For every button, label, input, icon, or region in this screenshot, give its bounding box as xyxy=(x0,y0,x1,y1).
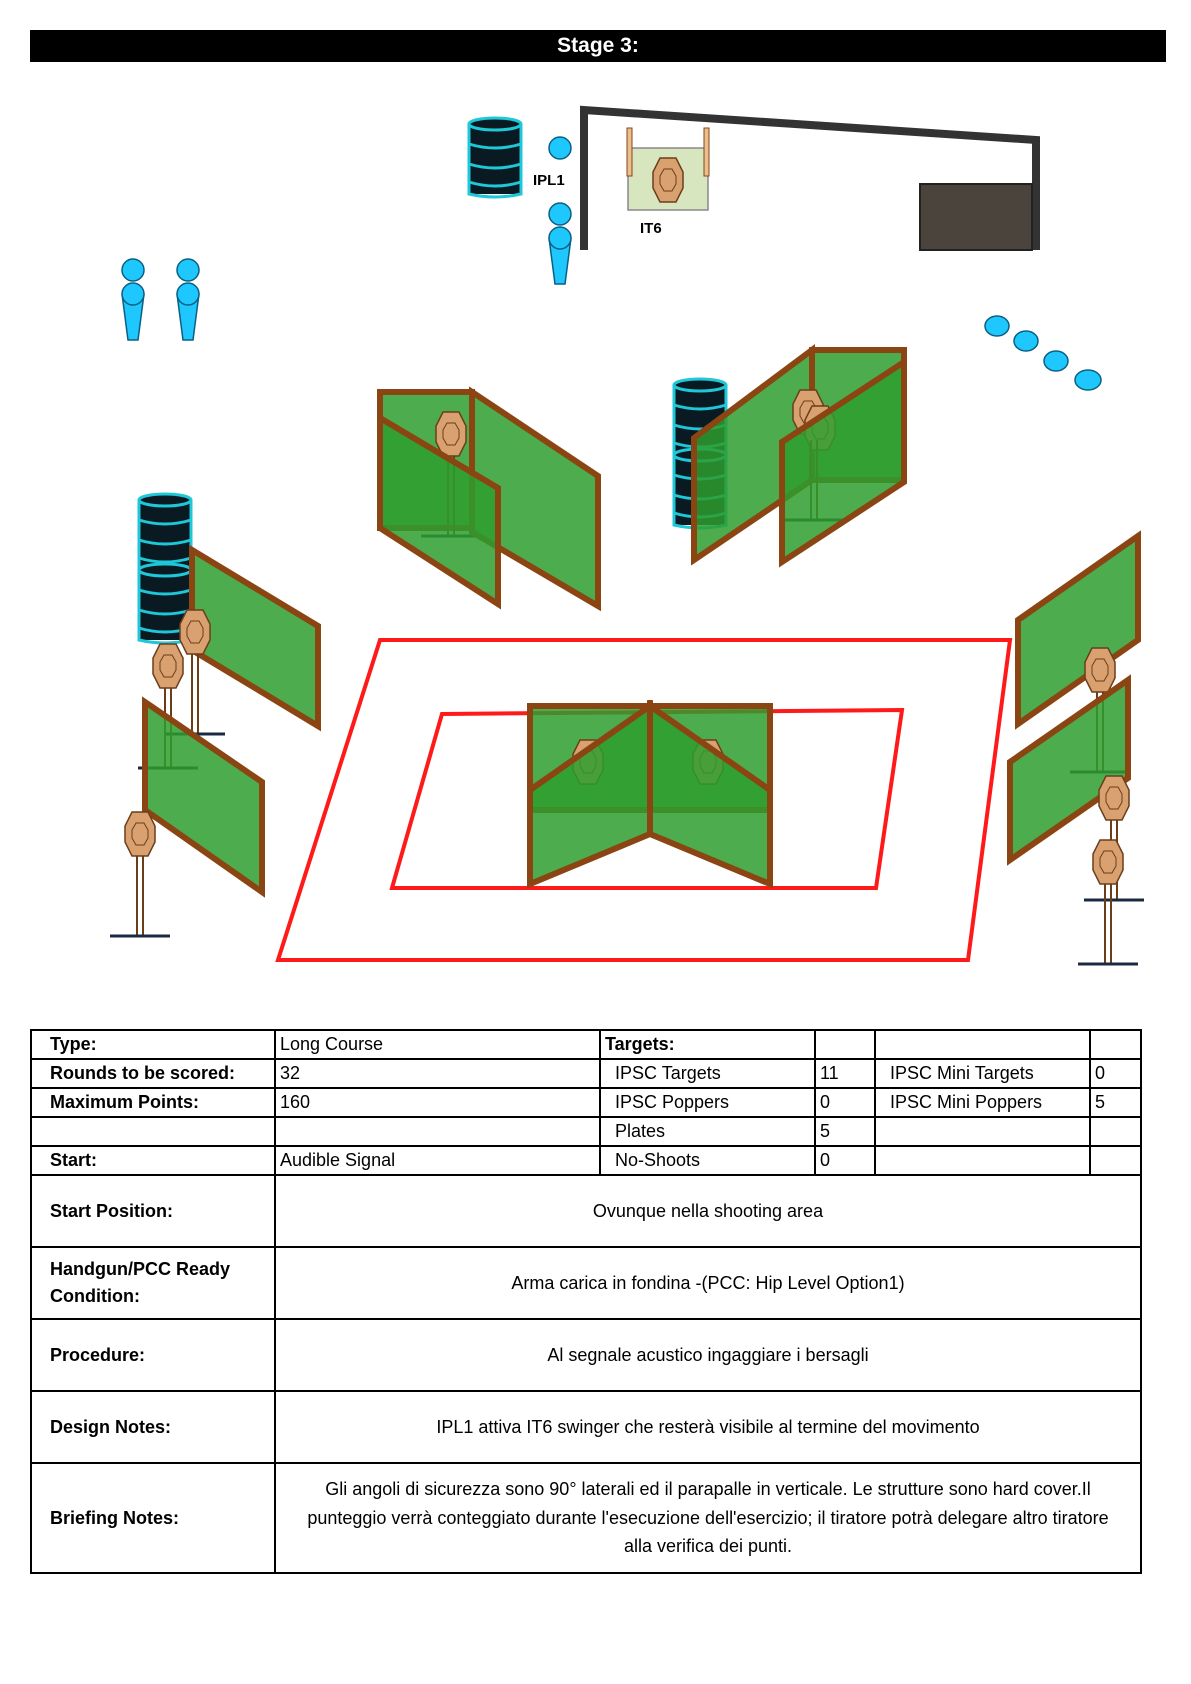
procedure-value: Al segnale acustico ingaggiare i bersagli xyxy=(275,1319,1141,1391)
ipl1-label: IPL1 xyxy=(533,172,565,189)
target-name: IPSC Poppers xyxy=(600,1088,815,1117)
mini-popper-icon xyxy=(122,259,144,340)
barrel-icon xyxy=(469,118,521,197)
mini-count: 0 xyxy=(1090,1059,1141,1088)
wall-structure-left xyxy=(380,392,598,606)
design-notes-value: IPL1 attiva IT6 swinger che resterà visibile al termine del movimento xyxy=(275,1391,1141,1463)
mini-count: 5 xyxy=(1090,1088,1141,1117)
wall-structure-right xyxy=(694,350,904,562)
stage-diagram xyxy=(0,90,1191,990)
type-label: Type: xyxy=(31,1030,275,1059)
stage-title: Stage 3: xyxy=(30,30,1166,62)
targets-label: Targets: xyxy=(600,1030,815,1059)
max-points-value: 160 xyxy=(275,1088,600,1117)
mini-name: IPSC Mini Targets xyxy=(875,1059,1090,1088)
target-name: IPSC Targets xyxy=(600,1059,815,1088)
ready-condition-value: Arma carica in fondina -(PCC: Hip Level Option1) xyxy=(275,1247,1141,1319)
target-count: 5 xyxy=(815,1117,875,1146)
target-count: 0 xyxy=(815,1088,875,1117)
center-structure xyxy=(530,700,770,884)
it6-label: IT6 xyxy=(640,220,662,237)
stage-info-table xyxy=(30,1029,1142,1574)
rounds-label: Rounds to be scored: xyxy=(31,1059,275,1088)
max-points-label: Maximum Points: xyxy=(31,1088,275,1117)
mini-popper-icon xyxy=(177,259,199,340)
start-position-label: Start Position: xyxy=(31,1175,275,1247)
start-value: Audible Signal xyxy=(275,1146,600,1175)
ready-condition-label: Handgun/PCC Ready Condition: xyxy=(31,1247,275,1319)
plates xyxy=(985,316,1101,390)
target-name: Plates xyxy=(600,1117,815,1146)
rounds-value: 32 xyxy=(275,1059,600,1088)
panels-right xyxy=(1010,536,1144,964)
type-value: Long Course xyxy=(275,1030,600,1059)
mini-name: IPSC Mini Poppers xyxy=(875,1088,1090,1117)
briefing-notes-label: Briefing Notes: xyxy=(31,1463,275,1573)
target-count: 11 xyxy=(815,1059,875,1088)
procedure-label: Procedure: xyxy=(31,1319,275,1391)
it6-swinger xyxy=(627,128,709,237)
start-position-value: Ovunque nella shooting area xyxy=(275,1175,1141,1247)
target-name: No-Shoots xyxy=(600,1146,815,1175)
ipl1-popper xyxy=(533,137,571,284)
design-notes-label: Design Notes: xyxy=(31,1391,275,1463)
start-label: Start: xyxy=(31,1146,275,1175)
briefing-notes-value: Gli angoli di sicurezza sono 90° laterali ed il parapalle in verticale. Le strutture sono hard cover.Il punteggio verrà conteggiato durante l'esecuzione dell'esercizio; il tiratore potrà delegare altro tiratore alla verifica dei punti. xyxy=(275,1463,1141,1573)
target-count: 0 xyxy=(815,1146,875,1175)
